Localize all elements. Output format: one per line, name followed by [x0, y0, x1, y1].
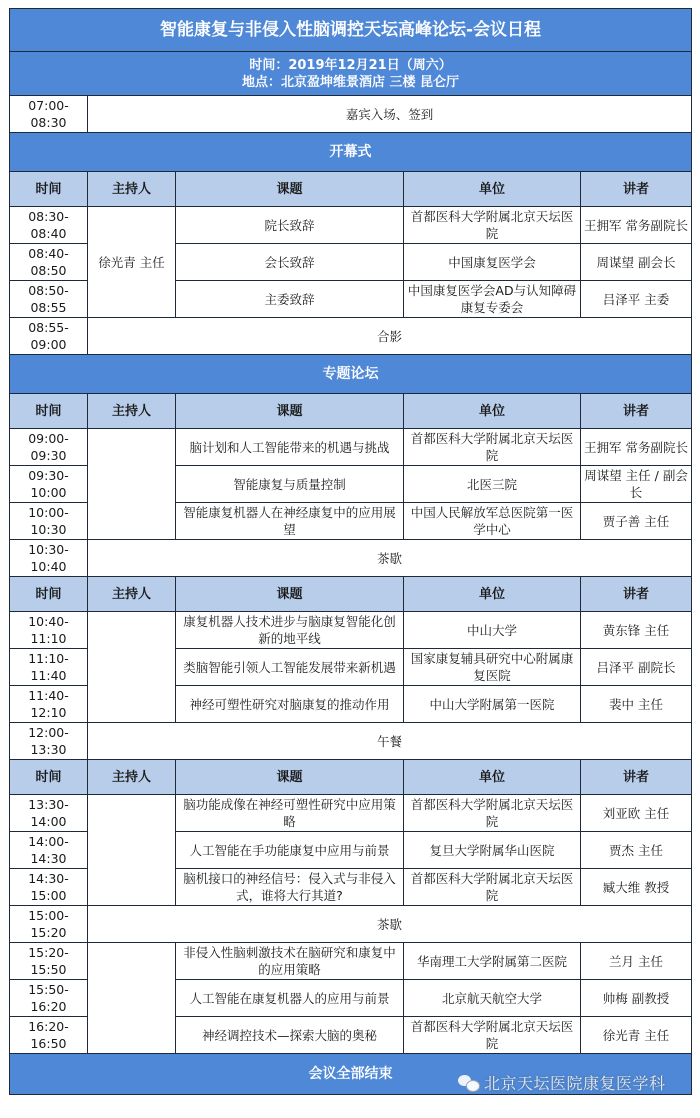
- speaker-cell: 吕泽平 主委: [581, 281, 692, 318]
- unit-cell: 北医三院: [404, 466, 581, 503]
- header-speaker: 讲者: [581, 394, 692, 429]
- table-header: [10, 760, 692, 795]
- unit-cell: 首都医科大学附属北京天坛医院: [404, 795, 581, 832]
- header-topic: 课题: [176, 577, 404, 612]
- section-opening: [10, 133, 692, 172]
- topic-cell: 脑功能成像在神经可塑性研究中应用策略: [176, 795, 404, 832]
- host-cell: 徐光青 主任: [88, 207, 176, 318]
- unit-cell: 北京航天航空大学: [404, 980, 581, 1017]
- photo-row: [10, 318, 692, 355]
- arrival-row: [10, 96, 692, 133]
- schedule-table: [9, 8, 692, 1095]
- event-location: 地点：北京盈坤维景酒店 三楼 昆仑厅: [241, 74, 460, 90]
- speaker-cell: 周谋望 副会长: [581, 244, 692, 281]
- wechat-icon: [458, 1075, 480, 1091]
- header-unit: 单位: [404, 394, 581, 429]
- header-speaker: 讲者: [581, 577, 692, 612]
- section-title: 开幕式: [10, 133, 692, 172]
- time-cell: 07:00-08:30: [10, 96, 88, 133]
- table-header: [10, 394, 692, 429]
- topic-cell: 智能康复与质量控制: [176, 466, 404, 503]
- topic-cell: 智能康复机器人在神经康复中的应用展望: [176, 503, 404, 540]
- table-row: [10, 795, 692, 832]
- header-host: 主持人: [88, 394, 176, 429]
- table-header: [10, 172, 692, 207]
- event-info: [10, 52, 692, 96]
- section-title: 专题论坛: [10, 355, 692, 394]
- speaker-cell: 王拥军 常务副院长: [581, 207, 692, 244]
- time-cell: 08:30-08:40: [10, 207, 88, 244]
- header-host: 主持人: [88, 172, 176, 207]
- topic-cell: 院长致辞: [176, 207, 404, 244]
- table-row: [10, 612, 692, 649]
- header-time: 时间: [10, 172, 88, 207]
- header-time: 时间: [10, 577, 88, 612]
- time-cell: 09:30-10:00: [10, 466, 88, 503]
- time-cell: 11:10-11:40: [10, 649, 88, 686]
- host-cell: [88, 612, 176, 723]
- time-cell: 16:20-16:50: [10, 1017, 88, 1054]
- unit-cell: 首都医科大学附属北京天坛医院: [404, 429, 581, 466]
- speaker-cell: 刘亚欧 主任: [581, 795, 692, 832]
- time-cell: 14:00-14:30: [10, 832, 88, 869]
- break-row: [10, 906, 692, 943]
- unit-cell: 国家康复辅具研究中心附属康复医院: [404, 649, 581, 686]
- header-topic: 课题: [176, 172, 404, 207]
- unit-cell: 中国人民解放军总医院第一医学中心: [404, 503, 581, 540]
- closing-label: 会议全部结束: [10, 1054, 692, 1095]
- time-cell: 10:00-10:30: [10, 503, 88, 540]
- unit-cell: 首都医科大学附属北京天坛医院: [404, 207, 581, 244]
- time-cell: 08:40-08:50: [10, 244, 88, 281]
- page-title: 智能康复与非侵入性脑调控天坛高峰论坛-会议日程: [10, 9, 692, 52]
- time-cell: 10:30-10:40: [10, 540, 88, 577]
- speaker-cell: 王拥军 常务副院长: [581, 429, 692, 466]
- activity-cell: 合影: [88, 318, 692, 355]
- watermark-text: 北京天坛医院康复医学科: [484, 1074, 666, 1093]
- speaker-cell: 黄东锋 主任: [581, 612, 692, 649]
- speaker-cell: 贾杰 主任: [581, 832, 692, 869]
- topic-cell: 神经调控技术—探索大脑的奥秘: [176, 1017, 404, 1054]
- header-speaker: 讲者: [581, 172, 692, 207]
- host-cell: [88, 943, 176, 1054]
- topic-cell: 脑机接口的神经信号：侵入式与非侵入式，谁将大行其道?: [176, 869, 404, 906]
- topic-cell: 非侵入性脑刺激技术在脑研究和康复中的应用策略: [176, 943, 404, 980]
- speaker-cell: 吕泽平 副院长: [581, 649, 692, 686]
- time-cell: 09:00-09:30: [10, 429, 88, 466]
- activity-cell: 茶歇: [88, 540, 692, 577]
- speaker-cell: 徐光青 主任: [581, 1017, 692, 1054]
- time-cell: 10:40-11:10: [10, 612, 88, 649]
- header-topic: 课题: [176, 394, 404, 429]
- time-cell: 08:50-08:55: [10, 281, 88, 318]
- speaker-cell: 臧大维 教授: [581, 869, 692, 906]
- topic-cell: 神经可塑性研究对脑康复的推动作用: [176, 686, 404, 723]
- speaker-cell: 贾子善 主任: [581, 503, 692, 540]
- header-host: 主持人: [88, 577, 176, 612]
- unit-cell: 中山大学附属第一医院: [404, 686, 581, 723]
- time-cell: 15:50-16:20: [10, 980, 88, 1017]
- header-unit: 单位: [404, 577, 581, 612]
- unit-cell: 华南理工大学附属第二医院: [404, 943, 581, 980]
- topic-cell: 会长致辞: [176, 244, 404, 281]
- activity-cell: 嘉宾入场、签到: [88, 96, 692, 133]
- time-cell: 12:00-13:30: [10, 723, 88, 760]
- topic-cell: 类脑智能引领人工智能发展带来新机遇: [176, 649, 404, 686]
- speaker-cell: 周谋望 主任 / 副会长: [581, 466, 692, 503]
- unit-cell: 中山大学: [404, 612, 581, 649]
- time-cell: 14:30-15:00: [10, 869, 88, 906]
- table-row: [10, 943, 692, 980]
- time-cell: 15:20-15:50: [10, 943, 88, 980]
- section-forum: [10, 355, 692, 394]
- header-unit: 单位: [404, 760, 581, 795]
- event-time: 时间：2019年12月21日（周六）: [249, 57, 452, 73]
- break-row: [10, 540, 692, 577]
- header-host: 主持人: [88, 760, 176, 795]
- activity-cell: 茶歇: [88, 906, 692, 943]
- speaker-cell: 裴中 主任: [581, 686, 692, 723]
- time-cell: 13:30-14:00: [10, 795, 88, 832]
- header-unit: 单位: [404, 172, 581, 207]
- topic-cell: 人工智能在康复机器人的应用与前景: [176, 980, 404, 1017]
- info-row: [10, 52, 692, 96]
- topic-cell: 脑计划和人工智能带来的机遇与挑战: [176, 429, 404, 466]
- table-row: [10, 207, 692, 244]
- unit-cell: 复旦大学附属华山医院: [404, 832, 581, 869]
- unit-cell: 中国康复医学会AD与认知障碍康复专委会: [404, 281, 581, 318]
- time-cell: 15:00-15:20: [10, 906, 88, 943]
- topic-cell: 主委致辞: [176, 281, 404, 318]
- unit-cell: 首都医科大学附属北京天坛医院: [404, 1017, 581, 1054]
- table-row: [10, 429, 692, 466]
- speaker-cell: 帅梅 副教授: [581, 980, 692, 1017]
- topic-cell: 康复机器人技术进步与脑康复智能化创新的地平线: [176, 612, 404, 649]
- unit-cell: 首都医科大学附属北京天坛医院: [404, 869, 581, 906]
- host-cell: [88, 429, 176, 540]
- header-speaker: 讲者: [581, 760, 692, 795]
- host-cell: [88, 795, 176, 906]
- watermark: [458, 1071, 666, 1094]
- lunch-row: [10, 723, 692, 760]
- topic-cell: 人工智能在手功能康复中应用与前景: [176, 832, 404, 869]
- header-topic: 课题: [176, 760, 404, 795]
- unit-cell: 中国康复医学会: [404, 244, 581, 281]
- table-header: [10, 577, 692, 612]
- header-time: 时间: [10, 760, 88, 795]
- time-cell: 11:40-12:10: [10, 686, 88, 723]
- time-cell: 08:55-09:00: [10, 318, 88, 355]
- title-row: [10, 9, 692, 52]
- header-time: 时间: [10, 394, 88, 429]
- speaker-cell: 兰月 主任: [581, 943, 692, 980]
- activity-cell: 午餐: [88, 723, 692, 760]
